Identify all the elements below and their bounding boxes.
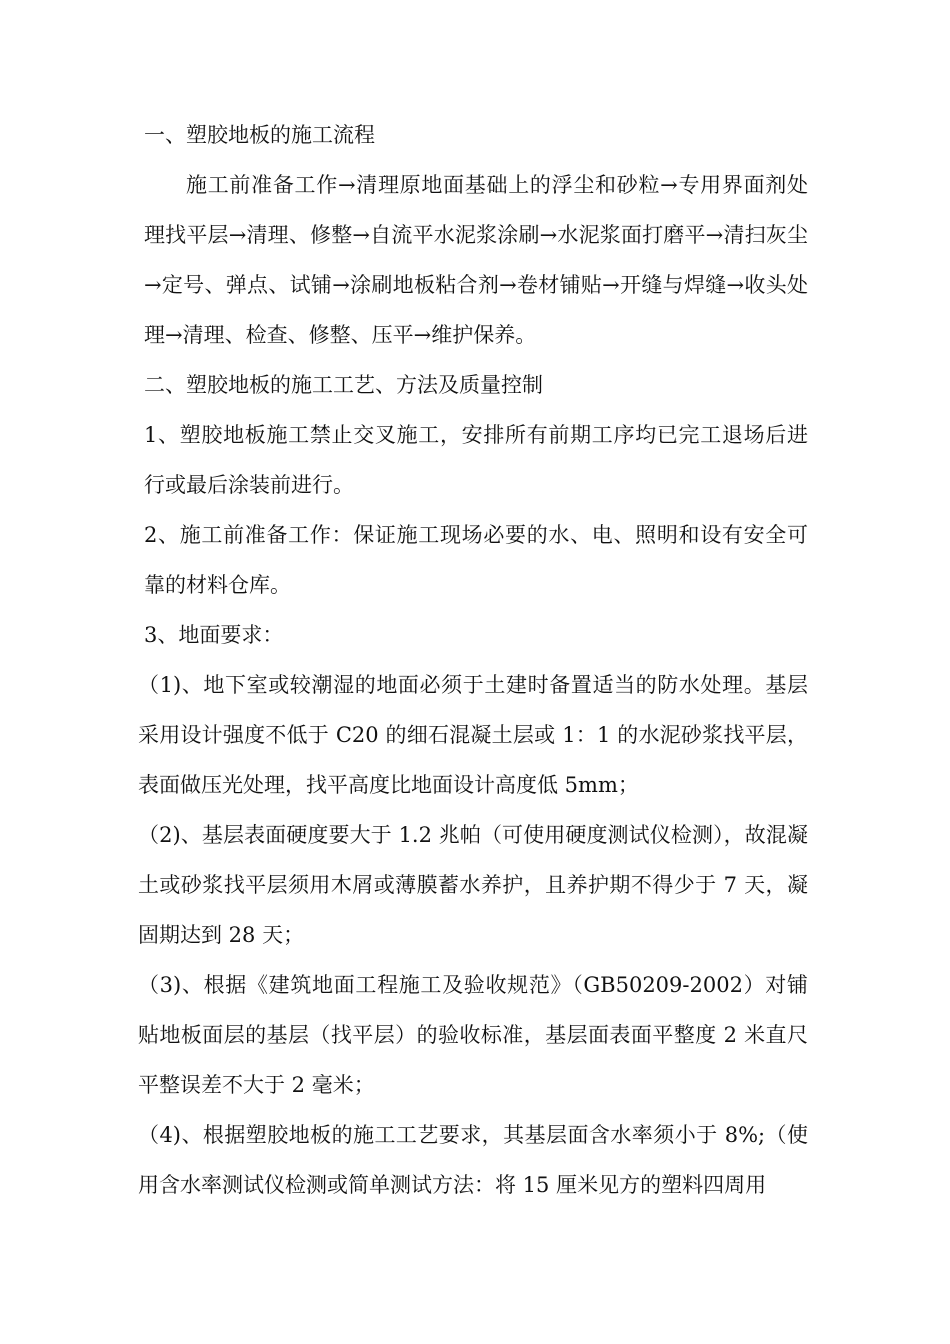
sub-item-4-paragraph: （4)、根据塑胶地板的施工工艺要求，其基层面含水率须小于 8%;（使用含水率测试仪检测或简单测试方法：将 15 厘米见方的塑料四周用 (138, 1123, 808, 1197)
sub-item-3-paragraph: （3)、根据《建筑地面工程施工及验收规范》（GB50209-2002）对铺贴地板面层的基层（找平层）的验收标准，基层面表面平整度 2 米直尺平整误差不大于 2 毫米； (138, 973, 808, 1097)
item-1-paragraph: 1、塑胶地板施工禁止交叉施工，安排所有前期工序均已完工退场后进行或最后涂装前进行。 (144, 423, 808, 497)
construction-flow-paragraph: 施工前准备工作→清理原地面基础上的浮尘和砂粒→专用界面剂处理找平层→清理、修整→自流平水泥浆涂刷→水泥浆面打磨平→清扫灰尘→定号、弹点、试铺→涂刷地板粘合剂→卷材铺贴→开缝与焊缝→收头处理→清理、检查、修整、压平→维护保养。 (144, 173, 808, 347)
section-heading-1: 一、塑胶地板的施工流程 (144, 123, 375, 147)
item-3-heading: 3、地面要求： (144, 623, 284, 647)
document-body (138, 110, 808, 1210)
sub-item-2-paragraph: （2)、基层表面硬度要大于 1.2 兆帕（可使用硬度测试仪检测），故混凝土或砂浆找平层须用木屑或薄膜蓄水养护，且养护期不得少于 7 天，凝固期达到 28 天； (138, 823, 808, 947)
item-2-paragraph: 2、施工前准备工作：保证施工现场必要的水、电、照明和设有安全可靠的材料仓库。 (144, 523, 808, 597)
sub-item-1-paragraph: （1)、地下室或较潮湿的地面必须于土建时备置适当的防水处理。基层采用设计强度不低于 C20 的细石混凝土层或 1：1 的水泥砂浆找平层，表面做压光处理，找平高度比地面设计高度低 5mm； (138, 673, 808, 797)
section-heading-2: 二、塑胶地板的施工工艺、方法及质量控制 (144, 373, 543, 397)
